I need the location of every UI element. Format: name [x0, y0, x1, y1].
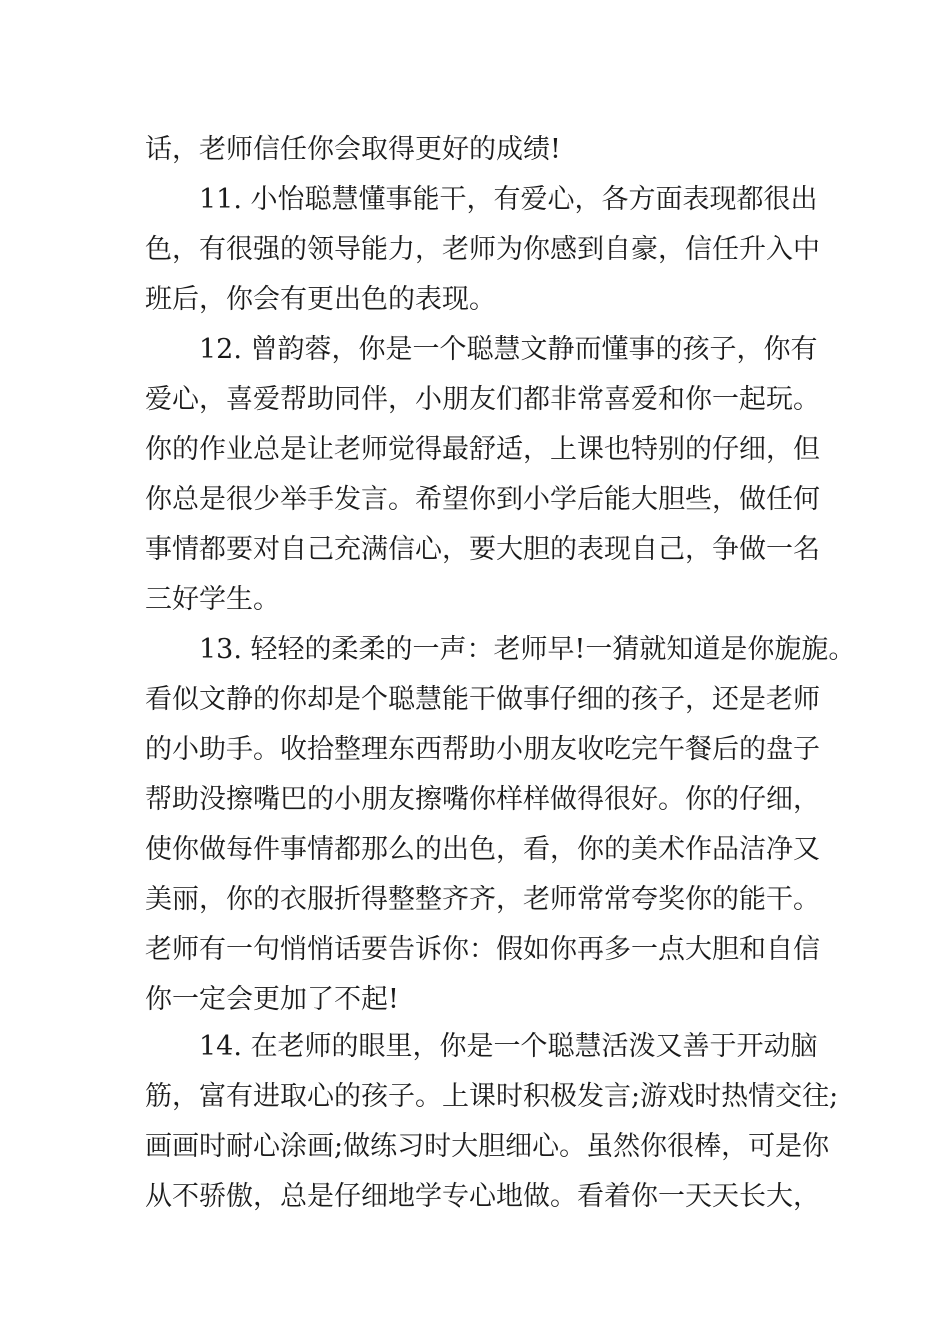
text-line: 班后，你会有更出色的表现。: [145, 284, 496, 315]
text-line: 筋，富有进取心的孩子。上课时积极发言;游戏时热情交往;: [145, 1081, 839, 1112]
text-line: 色，有很强的领导能力，老师为你感到自豪，信任升入中: [145, 234, 820, 265]
text-line: 看似文静的你却是个聪慧能干做事仔细的孩子，还是老师: [145, 684, 820, 715]
text-line: 的小助手。收拾整理东西帮助小朋友收吃完午餐后的盘子: [145, 734, 820, 765]
text-line: 事情都要对自己充满信心，要大胆的表现自己，争做一名: [145, 534, 820, 565]
text-line: 老师有一句悄悄话要告诉你：假如你再多一点大胆和自信: [145, 934, 820, 965]
paragraph-13-start: 13. 轻轻的柔柔的一声：老师早!一猜就知道是你旎旎。: [199, 634, 856, 665]
paragraph-11-start: 11. 小怡聪慧懂事能干，有爱心，各方面表现都很出: [199, 184, 818, 215]
text-line: 画画时耐心涂画;做练习时大胆细心。虽然你很棒，可是你: [145, 1131, 830, 1162]
text-line: 从不骄傲，总是仔细地学专心地做。看着你一天天长大，: [145, 1181, 820, 1212]
text-line: 你的作业总是让老师觉得最舒适，上课也特别的仔细，但: [145, 434, 820, 465]
paragraph-12-start: 12. 曾韵蓉，你是一个聪慧文静而懂事的孩子，你有: [199, 334, 818, 365]
paragraph-14-start: 14. 在老师的眼里，你是一个聪慧活泼又善于开动脑: [199, 1031, 818, 1062]
text-line: 话，老师信任你会取得更好的成绩!: [145, 134, 561, 165]
text-line: 你总是很少举手发言。希望你到小学后能大胆些，做任何: [145, 484, 820, 515]
text-line: 爱心，喜爱帮助同伴，小朋友们都非常喜爱和你一起玩。: [145, 384, 820, 415]
text-line: 三好学生。: [145, 584, 280, 615]
text-line: 使你做每件事情都那么的出色，看，你的美术作品洁净又: [145, 834, 820, 865]
text-line: 美丽，你的衣服折得整整齐齐，老师常常夸奖你的能干。: [145, 884, 820, 915]
text-line: 帮助没擦嘴巴的小朋友擦嘴你样样做得很好。你的仔细，: [145, 784, 820, 815]
text-line: 你一定会更加了不起!: [145, 984, 399, 1015]
